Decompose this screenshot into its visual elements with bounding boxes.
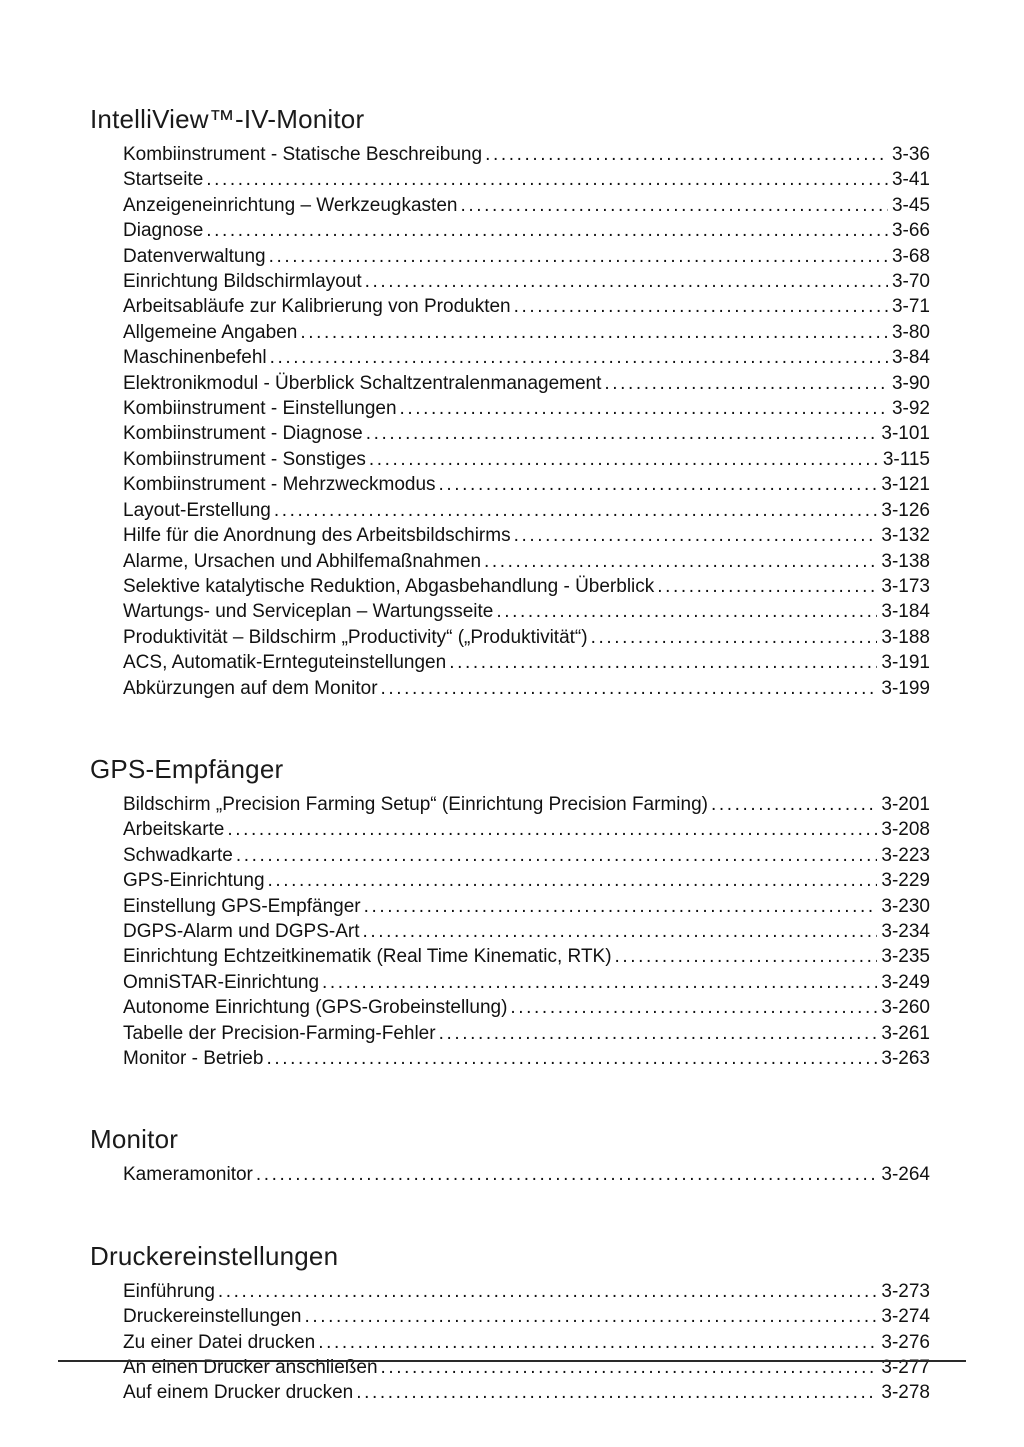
dot-leader xyxy=(400,396,888,421)
entry-label: Datenverwaltung xyxy=(123,245,266,267)
entry-page-number: 3-66 xyxy=(891,220,930,242)
entry-page-number: 3-36 xyxy=(891,144,930,165)
dot-leader xyxy=(227,817,877,842)
toc-section xyxy=(90,753,930,1071)
toc-entry xyxy=(123,244,930,269)
toc-entry xyxy=(123,447,930,472)
dot-leader xyxy=(274,498,878,523)
toc-entry xyxy=(123,193,930,218)
toc-entry xyxy=(123,1304,930,1329)
toc-entry-list xyxy=(123,142,930,701)
dot-leader xyxy=(364,894,878,919)
entry-page-number: 3-188 xyxy=(881,626,930,648)
toc-section xyxy=(90,1240,930,1406)
entry-page-number: 3-90 xyxy=(891,372,930,394)
toc-entry xyxy=(123,944,930,969)
entry-page-number: 3-132 xyxy=(881,525,930,547)
toc-entry xyxy=(123,970,930,995)
section-title: IntelliView™-IV-Monitor xyxy=(90,104,365,134)
section-title: Druckereinstellungen xyxy=(90,1240,339,1271)
entry-label: Maschinenbefehl xyxy=(123,347,267,369)
toc-entry xyxy=(123,345,930,370)
entry-page-number: 3-199 xyxy=(881,677,930,699)
dot-leader xyxy=(496,599,877,624)
entry-page-number: 3-138 xyxy=(881,550,930,572)
dot-leader xyxy=(381,1355,878,1380)
entry-page-number: 3-263 xyxy=(881,1048,930,1069)
toc-entry xyxy=(123,167,930,192)
entry-page-number: 3-249 xyxy=(881,971,930,993)
entry-page-number: 3-70 xyxy=(891,271,930,293)
toc-entry xyxy=(123,1162,930,1187)
entry-page-number: 3-92 xyxy=(891,398,930,420)
dot-leader xyxy=(270,345,888,370)
toc-entry xyxy=(123,1355,930,1380)
toc-entry xyxy=(123,1330,930,1355)
dot-leader xyxy=(369,447,879,472)
toc-entry xyxy=(123,894,930,919)
entry-page-number: 3-229 xyxy=(881,870,930,892)
entry-page-number: 3-84 xyxy=(891,347,930,369)
dot-leader xyxy=(711,792,877,817)
toc-entry xyxy=(123,817,930,842)
toc-entry xyxy=(123,1046,930,1071)
entry-label: Allgemeine Angaben xyxy=(123,321,298,343)
entry-page-number: 3-276 xyxy=(881,1331,930,1353)
entry-page-number: 3-273 xyxy=(881,1280,930,1302)
dot-leader xyxy=(485,142,888,167)
entry-page-number: 3-223 xyxy=(881,844,930,866)
entry-label: Arbeitskarte xyxy=(123,819,225,841)
dot-leader xyxy=(657,574,877,599)
entry-label: Schwadkarte xyxy=(123,844,233,866)
entry-page-number: 3-260 xyxy=(881,997,930,1019)
entry-page-number: 3-277 xyxy=(881,1357,930,1379)
entry-page-number: 3-234 xyxy=(881,920,930,942)
entry-page-number: 3-173 xyxy=(881,575,930,597)
toc-entry xyxy=(123,269,930,294)
toc-entry xyxy=(123,868,930,893)
entry-page-number: 3-115 xyxy=(882,448,930,470)
entry-label: Wartungs- und Serviceplan – Wartungsseite xyxy=(123,601,494,623)
entry-label: Alarme, Ursachen und Abhilfemaßnahmen xyxy=(123,550,482,572)
entry-page-number: 3-121 xyxy=(881,474,930,496)
footer-divider xyxy=(58,1360,966,1362)
section-title: Monitor xyxy=(90,1124,179,1155)
entry-label: Einführung xyxy=(123,1280,215,1302)
entry-label: Auf einem Drucker drucken xyxy=(123,1382,354,1404)
toc-entry xyxy=(123,625,930,650)
dot-leader xyxy=(363,919,878,944)
dot-leader xyxy=(365,269,888,294)
entry-page-number: 3-41 xyxy=(891,169,930,191)
entry-label: Kombiinstrument - Sonstiges xyxy=(123,448,366,470)
entry-page-number: 3-201 xyxy=(881,793,930,815)
dot-leader xyxy=(514,523,878,548)
dot-leader xyxy=(236,843,878,868)
dot-leader xyxy=(256,1162,878,1187)
entry-page-number: 3-261 xyxy=(881,1022,930,1044)
entry-page-number: 3-80 xyxy=(891,321,930,343)
dot-leader xyxy=(266,1046,877,1071)
toc-entry xyxy=(123,472,930,497)
entry-label: Diagnose xyxy=(123,220,204,242)
entry-label: Zu einer Datei drucken xyxy=(123,1331,316,1353)
entry-page-number: 3-71 xyxy=(891,296,930,318)
dot-leader xyxy=(439,1021,878,1046)
toc-entry xyxy=(123,599,930,624)
entry-label: Einstellung GPS-Empfänger xyxy=(123,895,361,917)
entry-label: Autonome Einrichtung (GPS-Grobeinstellung) xyxy=(123,997,508,1019)
entry-label: Kombiinstrument - Statische Beschreibung xyxy=(123,144,483,165)
dot-leader xyxy=(206,218,888,243)
section-title: GPS-Empfänger xyxy=(90,753,284,784)
entry-label: Elektronikmodul - Überblick Schaltzentralenmanagement xyxy=(123,372,602,394)
entry-label: Einrichtung Echtzeitkinematik (Real Time Kinematic, RTK) xyxy=(123,946,612,968)
toc-entry xyxy=(123,421,930,446)
entry-label: GPS-Einrichtung xyxy=(123,870,265,892)
toc-entry xyxy=(123,676,930,701)
toc-entry xyxy=(123,1380,930,1405)
entry-page-number: 3-274 xyxy=(881,1306,930,1328)
toc-entry xyxy=(123,1021,930,1046)
toc-entry xyxy=(123,1279,930,1304)
entry-label: Anzeigeneinrichtung – Werkzeugkasten xyxy=(123,194,458,216)
entry-page-number: 3-68 xyxy=(891,245,930,267)
entry-label: Kameramonitor xyxy=(123,1164,253,1186)
entry-label: Layout-Erstellung xyxy=(123,499,271,521)
dot-leader xyxy=(318,1330,877,1355)
dot-leader xyxy=(366,421,878,446)
toc-entry-list xyxy=(123,1162,930,1187)
toc-entry xyxy=(123,294,930,319)
toc-entry xyxy=(123,792,930,817)
dot-leader xyxy=(449,650,877,675)
dot-leader xyxy=(460,193,888,218)
dot-leader xyxy=(484,549,877,574)
toc-entry xyxy=(123,371,930,396)
toc-entry xyxy=(123,498,930,523)
dot-leader xyxy=(218,1279,877,1304)
entry-page-number: 3-45 xyxy=(891,194,930,216)
entry-label: ACS, Automatik-Ernteguteinstellungen xyxy=(123,652,447,674)
toc-entry xyxy=(123,523,930,548)
toc-entry xyxy=(123,320,930,345)
toc-entry xyxy=(123,549,930,574)
toc-entry xyxy=(123,574,930,599)
entry-label: Kombiinstrument - Diagnose xyxy=(123,423,363,445)
entry-label: Kombiinstrument - Mehrzweckmodus xyxy=(123,474,436,496)
toc-entry-list xyxy=(123,1279,930,1406)
toc-entry xyxy=(123,218,930,243)
entry-page-number: 3-278 xyxy=(881,1382,930,1404)
dot-leader xyxy=(300,320,888,345)
dot-leader xyxy=(514,294,888,319)
toc-entry xyxy=(123,142,930,167)
dot-leader xyxy=(439,472,878,497)
dot-leader xyxy=(356,1380,877,1405)
entry-page-number: 3-264 xyxy=(881,1164,930,1186)
dot-leader xyxy=(615,944,878,969)
dot-leader xyxy=(269,244,888,269)
dot-leader xyxy=(322,970,877,995)
entry-page-number: 3-126 xyxy=(881,499,930,521)
entry-label: OmniSTAR-Einrichtung xyxy=(123,971,320,993)
entry-label: Druckereinstellungen xyxy=(123,1306,302,1328)
dot-leader xyxy=(591,625,878,650)
entry-page-number: 3-230 xyxy=(881,895,930,917)
entry-label: Monitor - Betrieb xyxy=(123,1048,264,1069)
entry-page-number: 3-208 xyxy=(881,819,930,841)
entry-page-number: 3-191 xyxy=(881,652,930,674)
toc-entry-list xyxy=(123,792,930,1071)
dot-leader xyxy=(604,371,888,396)
toc-entry xyxy=(123,843,930,868)
dot-leader xyxy=(268,868,878,893)
entry-page-number: 3-101 xyxy=(881,423,930,445)
entry-label: Tabelle der Precision-Farming-Fehler xyxy=(123,1022,436,1044)
entry-label: Arbeitsabläufe zur Kalibrierung von Produkten xyxy=(123,296,511,318)
entry-label: Produktivität – Bildschirm „Productivity“ („Produktivität“) xyxy=(123,626,588,648)
dot-leader xyxy=(305,1304,878,1329)
entry-page-number: 3-235 xyxy=(881,946,930,968)
toc-section xyxy=(90,1123,930,1187)
entry-label: Hilfe für die Anordnung des Arbeitsbildschirms xyxy=(123,525,511,547)
entry-label: Kombiinstrument - Einstellungen xyxy=(123,398,397,420)
entry-label: An einen Drucker anschließen xyxy=(123,1357,378,1379)
entry-label: Abkürzungen auf dem Monitor xyxy=(123,677,378,699)
entry-label: Startseite xyxy=(123,169,204,191)
entry-label: Einrichtung Bildschirmlayout xyxy=(123,271,362,293)
dot-leader xyxy=(206,167,888,192)
toc-entry xyxy=(123,919,930,944)
entry-label: Selektive katalytische Reduktion, Abgasbehandlung - Überblick xyxy=(123,575,655,597)
toc-entry xyxy=(123,650,930,675)
toc-entry xyxy=(123,396,930,421)
entry-page-number: 3-184 xyxy=(881,601,930,623)
entry-label: Bildschirm „Precision Farming Setup“ (Einrichtung Precision Farming) xyxy=(123,793,708,815)
toc-section xyxy=(90,103,930,701)
dot-leader xyxy=(510,995,877,1020)
entry-label: DGPS-Alarm und DGPS-Art xyxy=(123,920,360,942)
dot-leader xyxy=(381,676,878,701)
toc-entry xyxy=(123,995,930,1020)
